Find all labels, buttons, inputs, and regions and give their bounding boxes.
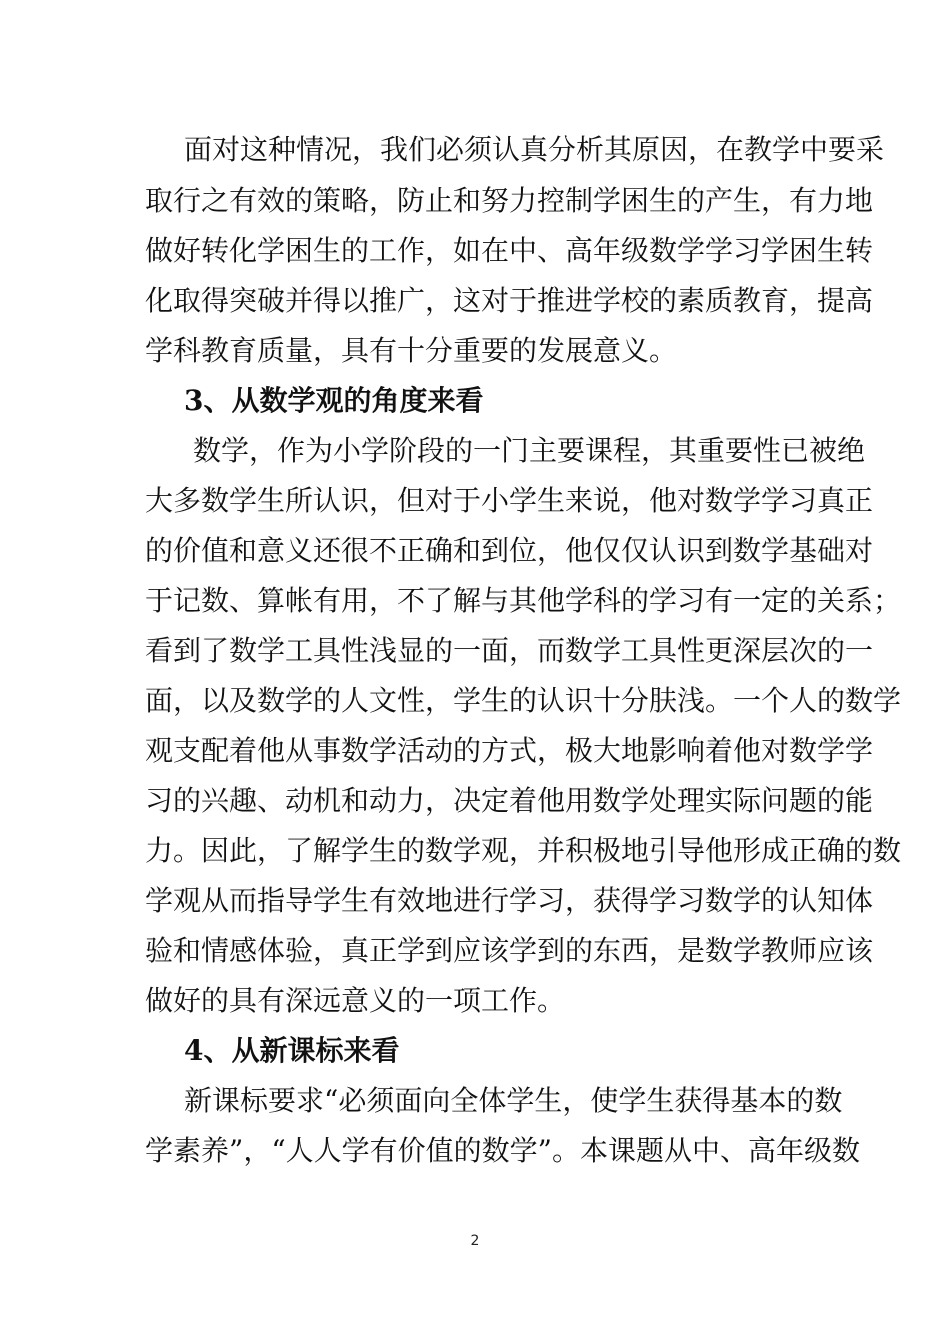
paragraph-line: 于记数、算帐有用，不了解与其他学科的学习有一定的关系；	[145, 584, 902, 617]
paragraph-line: 取行之有效的策略，防止和努力控制学困生的产生，有力地	[145, 184, 874, 217]
paragraph-line: 习的兴趣、动机和动力，决定着他用数学处理实际问题的能	[145, 784, 874, 817]
paragraph-line: 大多数学生所认识，但对于小学生来说，他对数学学习真正	[145, 484, 874, 517]
paragraph-line: 的价值和意义还很不正确和到位，他仅仅认识到数学基础对	[145, 534, 874, 567]
page-number: 2	[470, 1233, 480, 1249]
paragraph-line: 面，以及数学的人文性，学生的认识十分肤浅。一个人的数学	[145, 684, 902, 717]
paragraph-line: 面对这种情况，我们必须认真分析其原因，在教学中要采	[184, 133, 885, 166]
section-heading: 4、从新课标来看	[184, 1034, 400, 1067]
paragraph-line: 新课标要求“必须面向全体学生，使学生获得基本的数	[184, 1084, 843, 1117]
paragraph-line: 学科教育质量，具有十分重要的发展意义。	[145, 334, 678, 367]
paragraph-line: 学素养”，“人人学有价值的数学”。本课题从中、高年级数	[145, 1134, 860, 1167]
section-heading: 3、从数学观的角度来看	[184, 384, 484, 417]
paragraph-line: 学观从而指导学生有效地进行学习，获得学习数学的认知体	[145, 884, 874, 917]
paragraph-line: 看到了数学工具性浅显的一面，而数学工具性更深层次的一	[145, 634, 874, 667]
paragraph-line: 观支配着他从事数学活动的方式，极大地影响着他对数学学	[145, 734, 874, 767]
paragraph-line: 做好的具有深远意义的一项工作。	[145, 984, 566, 1017]
paragraph-line: 做好转化学困生的工作，如在中、高年级数学学习学困生转	[145, 234, 874, 267]
paragraph-line: 力。因此，了解学生的数学观，并积极地引导他形成正确的数	[145, 834, 902, 867]
paragraph-line: 化取得突破并得以推广，这对于推进学校的素质教育，提高	[145, 284, 874, 317]
paragraph-line: 验和情感体验，真正学到应该学到的东西，是数学教师应该	[145, 934, 874, 967]
paragraph-line: 数学，作为小学阶段的一门主要课程，其重要性已被绝	[193, 434, 866, 467]
